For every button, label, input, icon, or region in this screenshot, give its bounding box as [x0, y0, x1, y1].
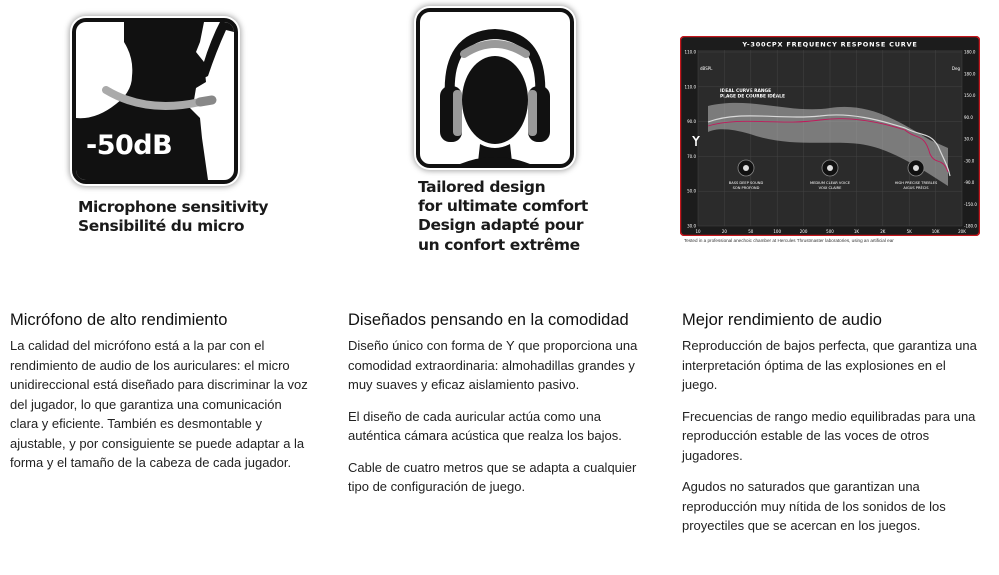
- x-tick-label: 1K: [853, 229, 859, 234]
- x-tick-label: 50: [748, 229, 754, 234]
- feature-paragraph: Cable de cuatro metros que se adapta a cualquier tipo de configuración de juego.: [348, 459, 637, 494]
- badge-label-line-1: MEDIUM CLEAR VOICE: [809, 181, 851, 185]
- x-tick-label: 20K: [958, 229, 966, 234]
- x-tick-label: 10: [695, 229, 701, 234]
- feature-title: Micrófono de alto rendimiento: [10, 311, 228, 329]
- feature-paragraph: El diseño de cada auricular actúa como una auténtica cámara acústica que realza los bajos.: [348, 408, 622, 443]
- caption-line-fr-2: un confort extrême: [418, 235, 580, 254]
- y-right-tick-label: 180.0: [964, 49, 976, 55]
- y-right-tick-label: 150.0: [964, 93, 976, 98]
- voice-icon-glyph: [827, 165, 833, 171]
- db-value-label: -50dB: [86, 130, 173, 161]
- feature-description: [348, 336, 648, 509]
- microphone-caption: [78, 198, 268, 236]
- speaker-treble-icon-glyph: [913, 165, 919, 171]
- y-left-tick-label: 90.0: [687, 119, 696, 125]
- x-tick-label: 20: [721, 229, 727, 234]
- comfort-illustration: [338, 0, 658, 290]
- x-tick-label: 200: [799, 229, 808, 234]
- feature-description: [682, 336, 982, 548]
- audio-illustration: [672, 0, 992, 290]
- feature-paragraph: Frecuencias de rango medio equilibradas para una reproducción estable de las voces de otros jugadores.: [682, 408, 976, 463]
- caption-line-en-1: Tailored design: [418, 178, 546, 196]
- badge-label-line-1: HIGH PRECISE TREBLES: [894, 181, 938, 185]
- feature-paragraph: La calidad del micrófono está a la par con el rendimiento de audio de los auriculares: el micro unidireccional está diseñado para discriminar la voz del jugador, lo que garantiza una comunicación clara y eficiente. También es desmontable y ajustable, y por consiguiente se puede adaptar a la forma y el tamaño de la cabeza de cada jugador.: [10, 338, 308, 470]
- y-right-tick-label: -90.0: [964, 180, 975, 185]
- frequency-response-chart: [680, 36, 980, 236]
- y-left-tick-label: 110.0: [684, 84, 696, 90]
- chart-legend-line-1: IDEAL CURVE RANGE: [720, 89, 772, 94]
- y-left-tick-label: 50.0: [687, 188, 696, 194]
- x-tick-label: 500: [826, 229, 834, 234]
- feature-title: Mejor rendimiento de audio: [682, 311, 882, 329]
- frequency-response-svg: [680, 36, 980, 236]
- caption-line-en: Microphone sensitivity: [78, 198, 269, 216]
- badge-label-line-1: BASS DEEP SOUND: [728, 181, 764, 185]
- microphone-sensitivity-icon: [72, 18, 238, 184]
- caption-line-fr-1: Design adapté pour: [418, 216, 584, 235]
- x-tick-label: 100: [773, 229, 782, 234]
- badge-label-line-2: SON PROFOND: [732, 186, 760, 190]
- caption-line-fr: Sensibilité du micro: [78, 216, 245, 235]
- comfort-caption: [418, 178, 588, 255]
- y-right-tick-label: 30.0: [964, 136, 973, 142]
- y-right-tick-label: 90.0: [964, 114, 973, 120]
- microphone-illustration: [0, 0, 320, 290]
- badge-label-line-2: VOIX CLAIRE: [818, 186, 842, 190]
- x-tick-label: 10K: [931, 229, 940, 234]
- y-left-tick-label: 30.0: [687, 223, 696, 229]
- badge-label-line-2: AIGUS PRÉCIS: [903, 186, 929, 190]
- chart-legend-line-2: PLAGE DE COURBE IDÉALE: [720, 94, 785, 100]
- x-tick-label: 5K: [906, 229, 912, 234]
- y-left-tick-label: 70.0: [687, 153, 696, 159]
- feature-title: Diseñados pensando en la comodidad: [348, 311, 629, 329]
- chart-title: Y-300CPX FREQUENCY RESPONSE CURVE: [742, 40, 918, 49]
- y-right-tick-label: 180.0: [964, 71, 976, 77]
- chart-unit-left: dBSPL: [700, 66, 713, 71]
- feature-paragraph: Reproducción de bajos perfecta, que garantiza una interpretación óptima de las explosiones en el juego.: [682, 338, 977, 392]
- y-left-tick-label: 110.0: [684, 49, 696, 55]
- x-tick-label: 2K: [880, 229, 886, 234]
- chart-footnote: Tested in a professional anechoic chamber at Hercules Thrustmaster laboratories, using an artificial ear: [684, 238, 894, 243]
- y-right-tick-label: -150.0: [964, 201, 977, 207]
- chart-unit-right: Deg: [951, 66, 960, 71]
- explosion-icon-glyph: [743, 165, 749, 171]
- headphones-comfort-icon: [416, 8, 574, 168]
- y-right-tick-label: -180.0: [964, 223, 977, 229]
- feature-paragraph: Diseño único con forma de Y que proporciona una comodidad extraordinaria: almohadillas grandes y muy suaves y eficaz aislamiento pasivo.: [348, 338, 638, 392]
- feature-paragraph: Agudos no saturados que garantizan una reproducción muy nítida de los sonidos de los proyectiles que se acercan en los juegos.: [682, 479, 946, 533]
- y-right-tick-label: -30.0: [964, 158, 975, 164]
- caption-line-en-2: for ultimate comfort: [418, 197, 588, 216]
- feature-description: [10, 336, 310, 485]
